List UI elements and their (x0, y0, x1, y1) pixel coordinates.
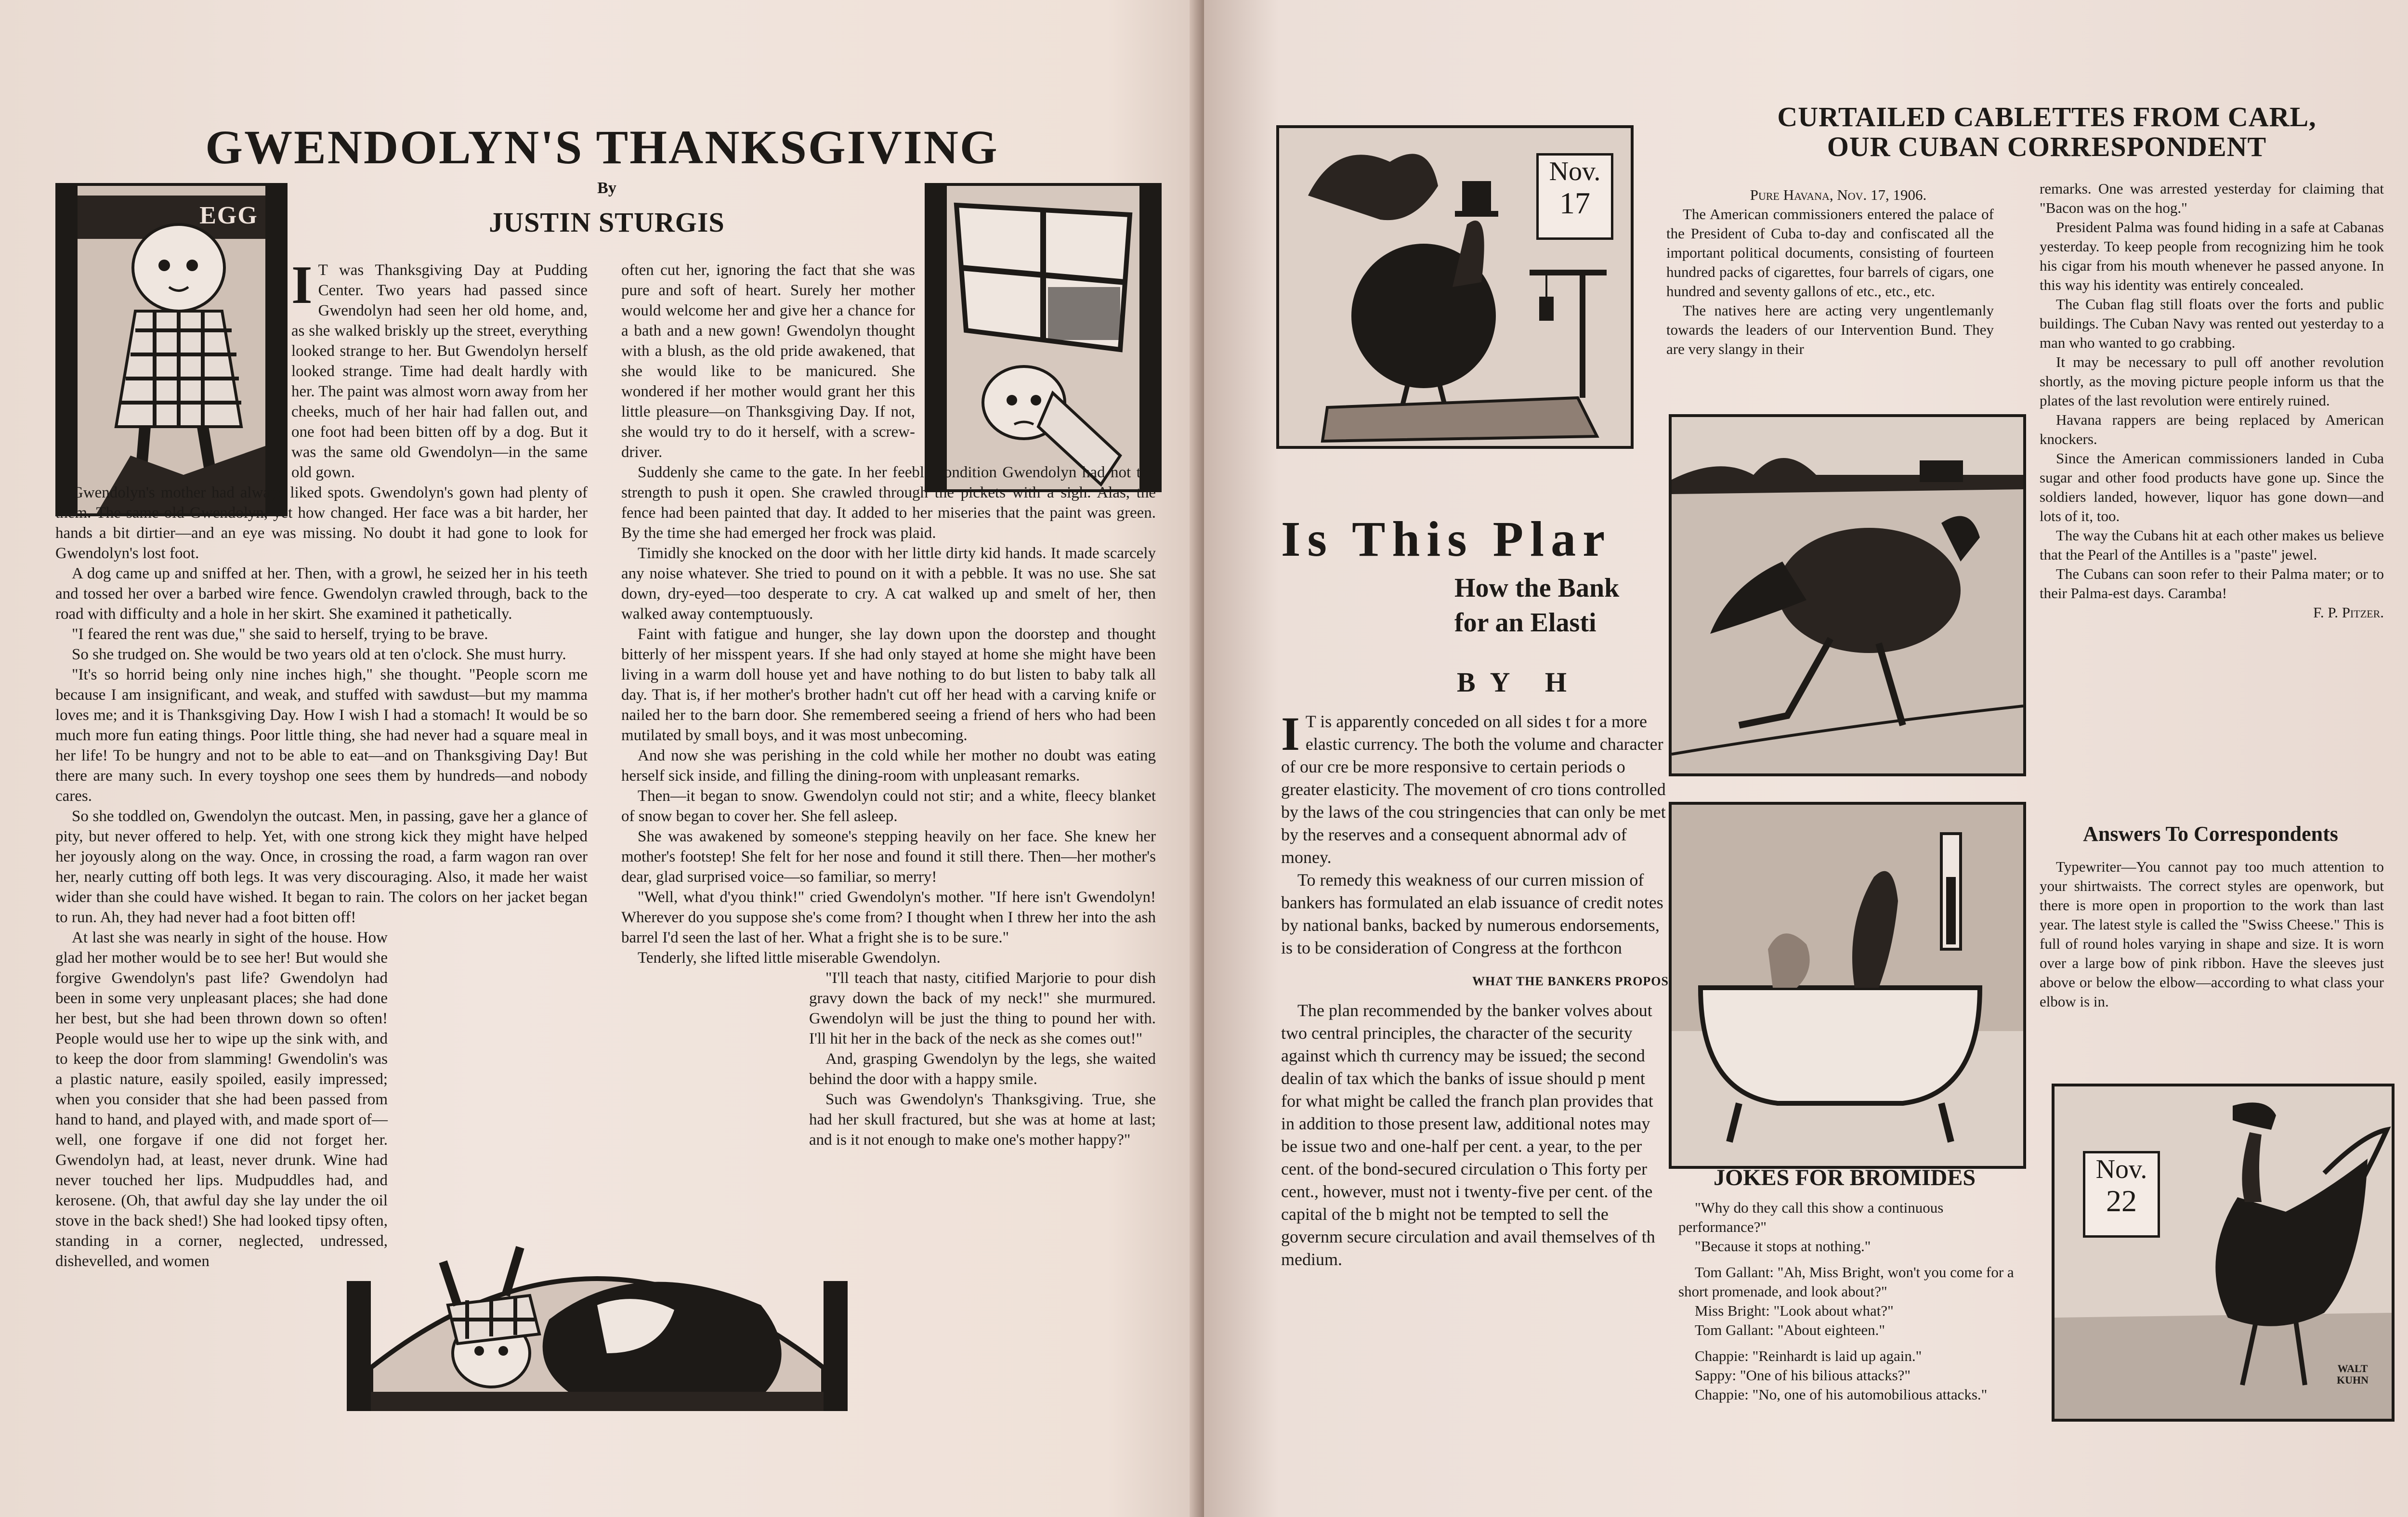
joke-line: Miss Bright: "Look about what?" (1695, 1302, 1894, 1319)
drop-cap: I (291, 255, 313, 315)
cuban-paragraph: remarks. One was arrested yesterday for claiming that "Bacon was on the hog." (2040, 180, 2384, 216)
story-paragraph: "I feared the rent was due," she said to herself, trying to be brave. (72, 626, 488, 643)
cuban-paragraph: The American commissioners entered the palace of the President of Cuba to-day and confiscated all the important political documents, consisting of fourteen hundred packs of cigarettes, four barrels of cigars, one hundred and seventy gallons of etc., etc., etc. (1666, 206, 1994, 300)
cuban-signature: F. P. Pitzer. (2313, 604, 2384, 621)
joke-line: Tom Gallant: "About eighteen." (1695, 1321, 1885, 1338)
date-box-nov-17 (1536, 153, 1613, 240)
cuban-paragraph: The way the Cubans hit at each other makes us believe that the Pearl of the Antilles is a "paste" jewel. (2040, 527, 2384, 563)
story-paragraph: often cut her, ignoring the fact that she was pure and soft of heart. Surely her mother would welcome her and give her a chance for a bath and a new gown! Gwendolyn thought with a blush, as the old pride awakened, that she would like to be manicured. She wondered if her mother would grant her this little pleasure—on Thanksgiving Day. If not, she would try to do it herself, with a screw-driver. (621, 262, 915, 461)
running-turkey-drawing (1672, 417, 2023, 773)
story-paragraph: Such was Gwendolyn's Thanksgiving. True, she had her skull fractured, but she was at home at last; and is it not enough to make one's mother happy?" (809, 1091, 1156, 1149)
bathtub-turkey-drawing (1672, 805, 2023, 1166)
joke-line: Tom Gallant: "Ah, Miss Bright, won't you come for a short promenade, and look about?" (1678, 1264, 2014, 1300)
story-paragraph: "It's so horrid being only nine inches high," she thought. "People scorn me because I am insignificant, and weak, and stuffed with sawdust—but my mamma loves me; and it is Thanksgiving Day. How I wish I had a stomach! It would be so much more fun eating things. Poor little thing, she had never had a square meal in her life! To be hungry and not to be able to eat—and on Thanksgiving Day! But there are many such. In every toyshop one sees them by hundreds—and nobody cares. (55, 666, 588, 805)
plan-section-head: WHAT THE BANKERS PROPOS (1472, 974, 1669, 988)
cuban-dateline: Pure Havana, Nov. 17, 1906. (1750, 186, 1927, 203)
story-column-2 (621, 260, 1156, 1150)
joke-line: Chappie: "Reinhardt is laid up again." (1695, 1347, 1922, 1364)
story-paragraph: Tenderly, she lifted little miserable Gwendolyn. (638, 949, 941, 967)
plan-paragraph: To remedy this weakness of our curren mission of bankers has formulated an elab issuance of credit notes by national banks, backed by numerous endorsements, is to be consideration of Congress at the forthcon (1281, 870, 1663, 957)
date-box-nov-22 (2083, 1151, 2160, 1238)
joke-line: Sappy: "One of his bilious attacks?" (1695, 1367, 1911, 1384)
story-paragraph: "I'll teach that nasty, citified Marjorie to pour dish gravy down the back of my neck!" she murmured. Gwendolyn will be just the thing to pound her with. I'll hit her in the back of the neck as she comes out!" (809, 969, 1156, 1047)
cuban-paragraph: President Palma was found hiding in a safe at Cabanas yesterday. To keep people from recognizing him he took his cigar from his mouth whenever he passed anyone. In this way his identity was entirely concealed. (2040, 219, 2384, 293)
plan-byline: BY H (1457, 667, 1582, 698)
right-page (1204, 0, 2408, 1517)
story-paragraph: At last she was nearly in sight of the house. How glad her mother would be to see her! But would she forgive Gwendolyn's past life? Gwendolyn had been in some very unpleasant places; she had done her best, but she had been thrown down so often! People would use her to wipe up the sink with, and to keep the door from slamming! Gwendolin's was a plastic nature, easily spoiled, easily impressed; when you consider that she had been passed from hand to hand, and played with, and made sport of—well, one forgave if one did not forget her. Gwendolyn had, at least, never drunk. Wine had never touched her lips. Mudpuddles had, and kerosene. (Oh, that awful day she lay under the oil stove in the back shed!) She had looked tipsy often, standing in a corner, neglected, undressed, dishevelled, and women (55, 929, 388, 1270)
plan-subtitle-line2: for an Elasti (1454, 608, 1597, 638)
cuban-headline-line1: CURTAILED CABLETTES FROM CARL, (1777, 101, 2316, 132)
cuban-paragraph: Havana rappers are being replaced by American knockers. (2040, 411, 2384, 447)
plan-column (1281, 710, 1669, 1462)
story-paragraph: T was Thanksgiving Day at Pudding Center. Two years had passed since Gwendolyn had seen her old home, and, as she walked briskly up the street, everything looked strange to her. But Gwendolyn herself looked strange. Time had dealt hardly with her. The paint was almost worn away from her cheeks, much of her hair had fallen out, and one foot had been bitten off by a dog. But it was the same old Gwendolyn—in the same old gown. (291, 262, 588, 481)
story-paragraph: Suddenly she came to the gate. In her feeble condition Gwendolyn had not the strength to push it open. She crawled through the pickets with a sigh. Alas, the fence had been painted that day. It added to her miseries that the paint was green. By the time she had emerged her frock was plaid. (621, 464, 1156, 542)
cuban-paragraph: The natives here are acting very ungentlemanly towards the leaders of our Intervention Bund. They are very slangy in their (1666, 302, 1994, 357)
joke-line: "Because it stops at nothing." (1695, 1238, 1871, 1255)
plan-paragraph: The plan recommended by the banker volves about two central principles, the character of the security against which th currency may be issued; the second dealin of tax which the banks of issue should p ment for what might be called the franch plan provides that in addition to those present law, additional notes may be issue two and one-half per cent. a year, to the per cent. of the bond-secured circulation o This forty per cent., however, must not i twenty-five per cent. of the capital of the b might not be tempted to sell the governm secure circulation and avail themselves of th medium. (1281, 1001, 1655, 1269)
story-paragraph: So she toddled on, Gwendolyn the outcast. Men, in passing, gave her a glance of pity, but never offered to help. Yet, with one strong kick they might have helped her joyously along on the way. Once, in crossing the road, a farm wagon ran over her, nearly cutting off both legs. It was very discouraging. Also, it made her waist wider than she could have wished. It began to rain. The colors on her jacket began to run. Ah, they had never had a foot bitten off! (55, 808, 588, 926)
story-column-1 (55, 255, 588, 1271)
story-paragraph: So she trudged on. She would be two years old at ten o'clock. She must hurry. (72, 646, 566, 663)
plan-subtitle-line1: How the Bank (1454, 573, 1620, 603)
story-paragraph: "Well, what d'you think!" cried Gwendolyn's mother. "If here isn't Gwendolyn! Wherever do you suppose she's come from? I thought when I threw her into the ash barrel I'd seen the last of her. What a fright she is to be sure." (621, 889, 1156, 946)
joke-line: Chappie: "No, one of his automobilious attacks." (1695, 1386, 1988, 1403)
cuban-headline-line2: OUR CUBAN CORRESPONDENT (1827, 131, 2267, 162)
date-day: 22 (2106, 1184, 2137, 1218)
bathtub-turkey-illustration (1669, 802, 2026, 1169)
answers-column (2040, 857, 2384, 1011)
jokes-column (1678, 1198, 2025, 1404)
doll-cat-drawing (347, 1209, 848, 1411)
cuban-column-1 (1666, 185, 1994, 359)
running-turkey-illustration (1669, 414, 2026, 776)
egg-label: EGG (199, 202, 258, 229)
byline-by: By (597, 179, 616, 197)
answers-paragraph: Typewriter—You cannot pay too much attention to your shirtwaists. The correct styles are openwork, but there is more open in proportion to the work than last year. The latest style is called the "Swiss Cheese." This is full of round holes varying in shape and size. It is worn over a large bow of pink ribbon. Have the sleeves just above or below the elbow—according to what class your elbow is in. (2040, 858, 2384, 1010)
story-paragraph: A dog came up and sniffed at her. Then, with a growl, he seized her in his teeth and tossed her over a barbed wire fence. Gwendolyn crawled through, back to the road with difficulty and a hole in her skirt. She examined it pathetically. (55, 565, 588, 623)
joke-line: "Why do they call this show a continuous performance?" (1678, 1199, 1944, 1235)
date-month: Nov. (2095, 1154, 2147, 1184)
answers-heading: Answers To Correspondents (2083, 822, 2338, 846)
plan-paragraph: T is apparently conceded on all sides t for a more elastic currency. The both the volume and character of our cre be more responsive to certain periods o greater elasticity. The movement of cro tions controlled by the laws of the cou stringencies that can only be met by the reserves and a consequent abnormal adv of money. (1281, 712, 1666, 867)
story-paragraph: Timidly she knocked on the door with her little dirty kid hands. It made scarcely any noise whatever. She tried to pound on it with a pebble. It was no use. She sat down, dry-eyed—too desperate to cry. A cat walked up and smelt of her, then walked away contemptuously. (621, 545, 1156, 623)
plan-subtitle (1454, 571, 1669, 640)
story-paragraph: She was awakened by someone's stepping heavily on her face. She knew her mother's footstep! She felt for her nose and found it still there. Then—her mother's dear, glad surprised voice—so familiar, so merry! (621, 828, 1156, 886)
cuban-paragraph: The Cuban flag still floats over the forts and public buildings. The Cuban Navy was rented out yesterday to a man who wanted to go crabbing. (2040, 296, 2384, 351)
jokes-heading: JOKES FOR BROMIDES (1713, 1165, 1976, 1190)
cuban-paragraph: It may be necessary to pull off another revolution shortly, as the moving picture people inform us that the plates of the last revolution were entirely ruined. (2040, 353, 2384, 409)
cuban-column-2 (2040, 179, 2384, 622)
plan-drop-cap: I (1281, 710, 1300, 760)
artist-signature: WALT KUHN (2337, 1362, 2369, 1386)
doll-cat-illustration (347, 1209, 848, 1411)
date-day: 17 (1559, 186, 1590, 220)
story-title: GWENDOLYN'S THANKSGIVING (205, 120, 999, 174)
plan-title: Is This Plar (1281, 511, 1612, 567)
story-paragraph: And, grasping Gwendolyn by the legs, she waited behind the door with a happy smile. (809, 1050, 1156, 1088)
cuban-headline (1666, 102, 2408, 162)
story-paragraph: Faint with fatigue and hunger, she lay down upon the doorstep and thought bitterly of her misspent years. If she had only stayed at home she might have been living in a warm doll house yet and have nothing to do but listen to baby talk all day. That is, if her mother's brother hadn't cut off her head with a carving knife or nailed her to the barn door. She remembered seeing a friend of hers who had been mutilated by small boys, and it was most unbecoming. (621, 626, 1156, 744)
cuban-paragraph: The Cubans can soon refer to their Palma mater; or to their Palma-est days. Caramba! (2040, 565, 2384, 602)
date-month: Nov. (1549, 157, 1601, 186)
story-paragraph: Gwendolyn's mother had always liked spots. Gwendolyn's gown had plenty of them. The same old Gwendolyn, yet how changed. Her face was a bit harder, her hands a bit dirtier—and an eye was missing. No doubt it had gone to look for Gwendolyn's lost foot. (55, 484, 588, 562)
author-name: JUSTIN STURGIS (489, 207, 725, 238)
story-paragraph: And now she was perishing in the cold while her mother no doubt was eating herself sick inside, and filling the dining-room with unpleasant remarks. (621, 747, 1156, 785)
cuban-paragraph: Since the American commissioners landed in Cuba sugar and other food products have gone up. Since the soldiers landed, however, liquor has gone down—and lots of it, too. (2040, 450, 2384, 524)
story-paragraph: Then—it began to snow. Gwendolyn could not stir; and a white, fleecy blanket of snow began to cover her. She fell asleep. (621, 787, 1156, 825)
